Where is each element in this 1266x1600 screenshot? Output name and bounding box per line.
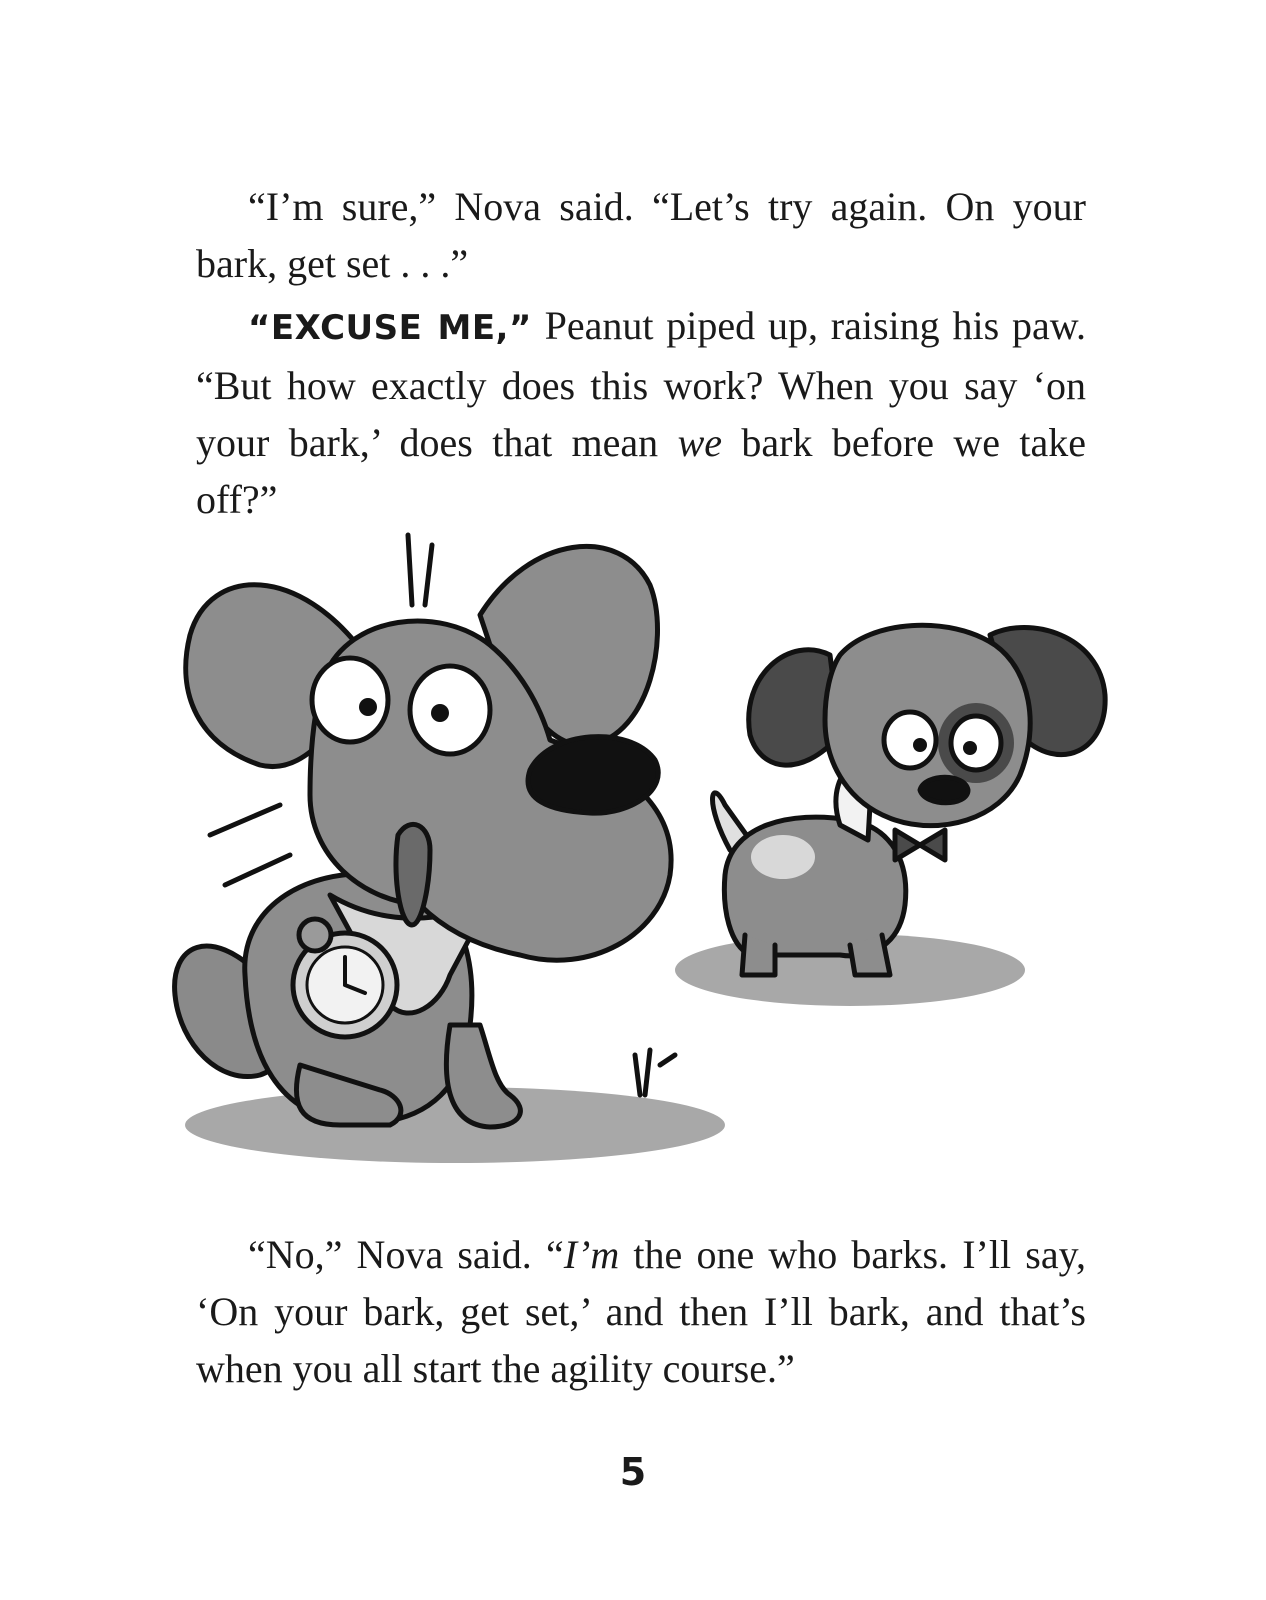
paragraph-3 <box>196 1226 1086 1397</box>
nova-dog <box>175 546 672 1127</box>
peanut-dog <box>713 625 1106 975</box>
emphasis-we: we <box>677 420 722 465</box>
emphasis-im: I’m <box>563 1232 620 1277</box>
shout-text: “EXCUSE ME,” <box>248 308 532 348</box>
paragraph-3-start: “No,” Nova said. “ <box>248 1232 564 1277</box>
paragraph-2-end: bark before we take off?” <box>196 420 1086 522</box>
dogs-illustration <box>150 505 1130 1165</box>
paragraph-2-text: Peanut piped up, raising his paw. “But how exactly does this work? When you say ‘on your bark,’ does that mean <box>196 303 1087 465</box>
page-number: 5 <box>619 1450 647 1494</box>
paragraph-3-end: the one who barks. I’ll say, ‘On your bark, get set,’ and then I’ll bark, and that’s when you all start the agility course.” <box>196 1232 1086 1391</box>
paragraph-1: “I’m sure,” Nova said. “Let’s try again. On your bark, get set . . .” <box>196 184 1086 286</box>
paragraph-2 <box>196 297 1086 528</box>
